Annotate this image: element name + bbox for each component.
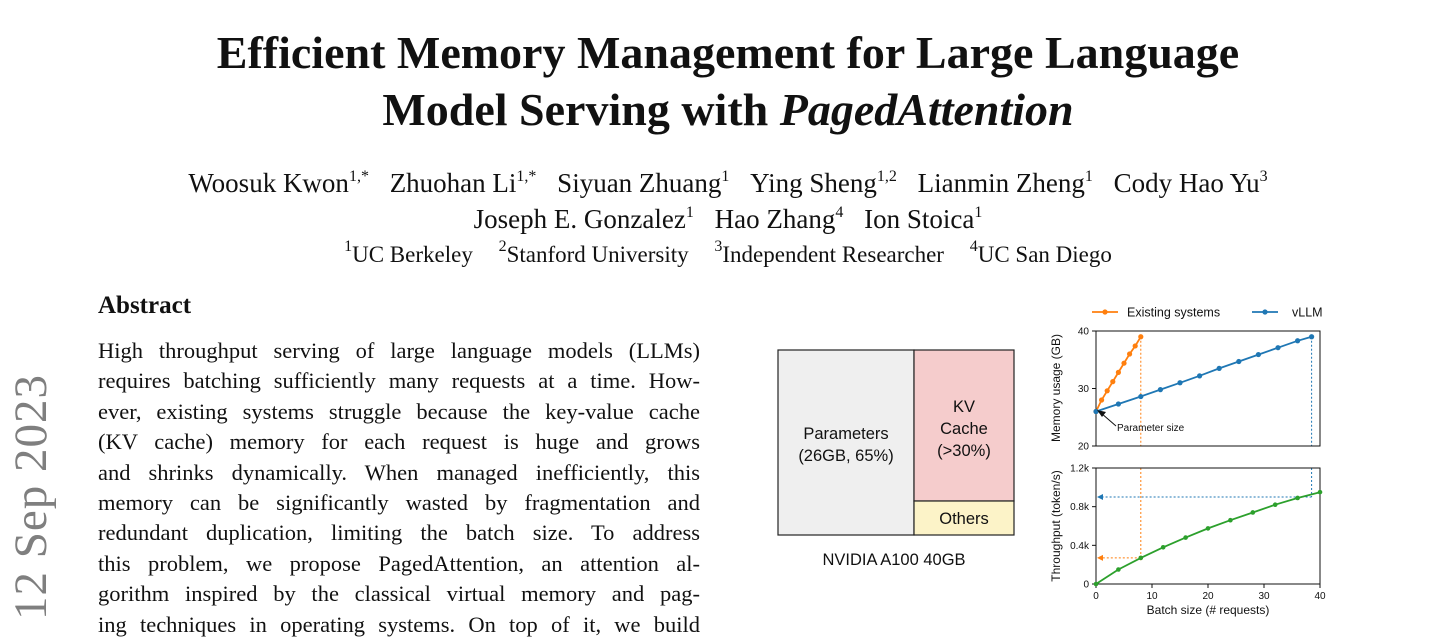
vllm-throughput-point (1251, 510, 1256, 515)
existing-systems-point (1116, 370, 1121, 375)
author-list (0, 165, 1456, 237)
abstract-heading: Abstract (98, 292, 192, 319)
vllm-memory-point (1197, 373, 1202, 378)
abstract-line: memory can be significantly wasted by fragmentation and (98, 490, 700, 516)
author: Ying Sheng$^{1,2}$ (750, 168, 897, 198)
vllm-guide-arrowhead (1097, 494, 1103, 500)
affiliation: $^2$Stanford University (498, 238, 689, 267)
author-line-2 (0, 201, 1456, 237)
others-label: Others (939, 510, 989, 528)
vllm-throughput-point (1094, 582, 1099, 587)
abstract-line: requires batching sufficiently many requests at a time. How- (98, 368, 700, 394)
legend-vllm-label: vLLM (1292, 305, 1323, 320)
author: Zhuohan $Li^{1,*}$ (389, 168, 537, 198)
parameter-size-annotation: Parameter size (1117, 423, 1185, 434)
top-y-tick-label: 40 (1077, 326, 1089, 338)
existing-systems-point (1133, 343, 1138, 348)
vllm-throughput-point (1161, 545, 1166, 550)
vllm-throughput-point (1295, 496, 1300, 501)
author: Lianmin Zheng$^1$ (917, 168, 1093, 198)
vllm-throughput-point (1318, 490, 1323, 495)
kv-label-2: Cache (940, 420, 988, 438)
figure-svg (770, 300, 1456, 634)
bottom-x-tick-label: 10 (1146, 591, 1158, 602)
diagram-caption: NVIDIA A100 40GB (822, 551, 966, 569)
abstract-line: this problem, we propose PagedAttention, an attention al- (98, 550, 700, 576)
abstract-line: redundant duplication, limiting the batch size. To address (98, 520, 700, 546)
bottom-x-axis-label: Batch size (# requests) (1146, 603, 1270, 617)
affiliation: $^3$Independent Researcher (714, 238, 944, 267)
bottom-x-tick-label: 0 (1093, 591, 1099, 602)
author: Siyuan Zhuang$^1$ (557, 168, 730, 198)
title-line-1: Efficient Memory Management for Large Language (216, 27, 1240, 78)
legend-vllm-marker (1262, 309, 1267, 314)
existing-guide-arrowhead (1097, 555, 1103, 561)
vllm-memory-point (1158, 387, 1163, 392)
memory-usage-chart (1049, 327, 1320, 453)
vllm-memory-point (1116, 401, 1121, 406)
legend-existing-marker (1102, 309, 1107, 314)
vllm-throughput-point (1206, 526, 1211, 531)
vllm-throughput-point (1116, 567, 1121, 572)
top-y-tick-label: 30 (1077, 384, 1089, 395)
vllm-memory-point (1138, 394, 1143, 399)
vllm-memory-point (1275, 345, 1280, 350)
memory-layout-diagram (778, 350, 1014, 569)
vllm-throughput-line (1096, 492, 1320, 584)
abstract-line: High throughput serving of large language models (LLMs) (98, 338, 700, 363)
bottom-x-tick-label: 40 (1314, 591, 1326, 602)
bottom-x-ticks (1093, 584, 1326, 602)
author: Joseph E. Gonzalez$^1$ (473, 204, 694, 234)
top-y-axis-label: Memory usage (GB) (1049, 333, 1063, 443)
vllm-throughput-point (1139, 556, 1144, 561)
bottom-x-tick-label: 30 (1258, 591, 1270, 602)
author: Woosuk Kwon$^{1,*}$ (188, 168, 369, 198)
existing-systems-point (1127, 351, 1132, 356)
figure-1 (770, 300, 1456, 634)
parameters-label-2: (26GB, 65%) (798, 447, 894, 465)
title-line-2-plain: Model Serving with (382, 84, 780, 135)
kv-label-1: KV (952, 398, 976, 416)
title-line-2 (0, 81, 1456, 138)
author: Hao Zhang$^4$ (714, 204, 844, 234)
bottom-x-tick-label: 20 (1202, 591, 1214, 602)
top-y-tick-label: 20 (1077, 441, 1089, 453)
author: Cody Hao Yu$^3$ (1113, 168, 1268, 198)
bottom-y-tick-label: 0 (1083, 579, 1089, 591)
bottom-guide-lines (1097, 468, 1312, 561)
vllm-memory-point (1256, 352, 1261, 357)
vllm-memory-point (1236, 359, 1241, 364)
abstract-line: ever, existing systems struggle because the key-value cache (98, 398, 700, 424)
vllm-memory-point (1093, 409, 1098, 414)
abstract-line: and shrinks dynamically. When managed inefficiently, this (98, 459, 700, 485)
bottom-y-tick-label: 0.8k (1070, 502, 1089, 514)
author-line-1 (0, 165, 1456, 201)
abstract-body (98, 336, 700, 640)
top-series (1093, 334, 1314, 414)
vllm-memory-point (1217, 366, 1222, 371)
kv-label-3: (>30%) (937, 442, 991, 460)
title-line-2-italic: PagedAttention (779, 84, 1074, 135)
existing-systems-point (1105, 388, 1110, 393)
bottom-y-tick-label: 0.4k (1070, 540, 1089, 552)
arxiv-date-sidebar: 12 Sep 2023 (5, 374, 57, 620)
existing-systems-point (1138, 334, 1143, 339)
parameters-label-1: Parameters (803, 425, 889, 443)
vllm-throughput-point (1228, 518, 1233, 523)
legend-existing-label: Existing systems (1127, 305, 1221, 320)
bottom-y-ticks (1070, 464, 1096, 591)
vllm-throughput-point (1273, 502, 1278, 507)
paper-title (0, 24, 1456, 138)
bottom-plot-frame (1096, 468, 1320, 584)
affiliation-list (0, 238, 1456, 268)
existing-systems-point (1121, 361, 1126, 366)
abstract-line: ing techniques in operating systems. On top of it, we build (98, 611, 700, 637)
bottom-y-axis-label: Throughput (token/s) (1049, 470, 1063, 582)
affiliation: $^4$UC San Diego (969, 238, 1112, 267)
abstract-line: gorithm inspired by the classical virtual memory and pag- (98, 581, 700, 607)
bottom-series (1094, 490, 1323, 586)
bottom-y-tick-label: 1.2k (1070, 463, 1089, 475)
chart-legend (1092, 306, 1323, 320)
affiliation: $^1$UC Berkeley (344, 238, 473, 267)
vllm-throughput-point (1183, 535, 1188, 540)
vllm-memory-point (1177, 380, 1182, 385)
top-y-ticks (1078, 327, 1096, 453)
vllm-memory-point (1309, 334, 1314, 339)
throughput-chart (1049, 464, 1326, 618)
existing-systems-point (1110, 379, 1115, 384)
abstract-line: (KV cache) memory for each request is huge and grows (98, 429, 700, 455)
existing-systems-point (1099, 397, 1104, 402)
vllm-memory-point (1295, 338, 1300, 343)
author: Ion Stoica$^1$ (864, 204, 983, 234)
